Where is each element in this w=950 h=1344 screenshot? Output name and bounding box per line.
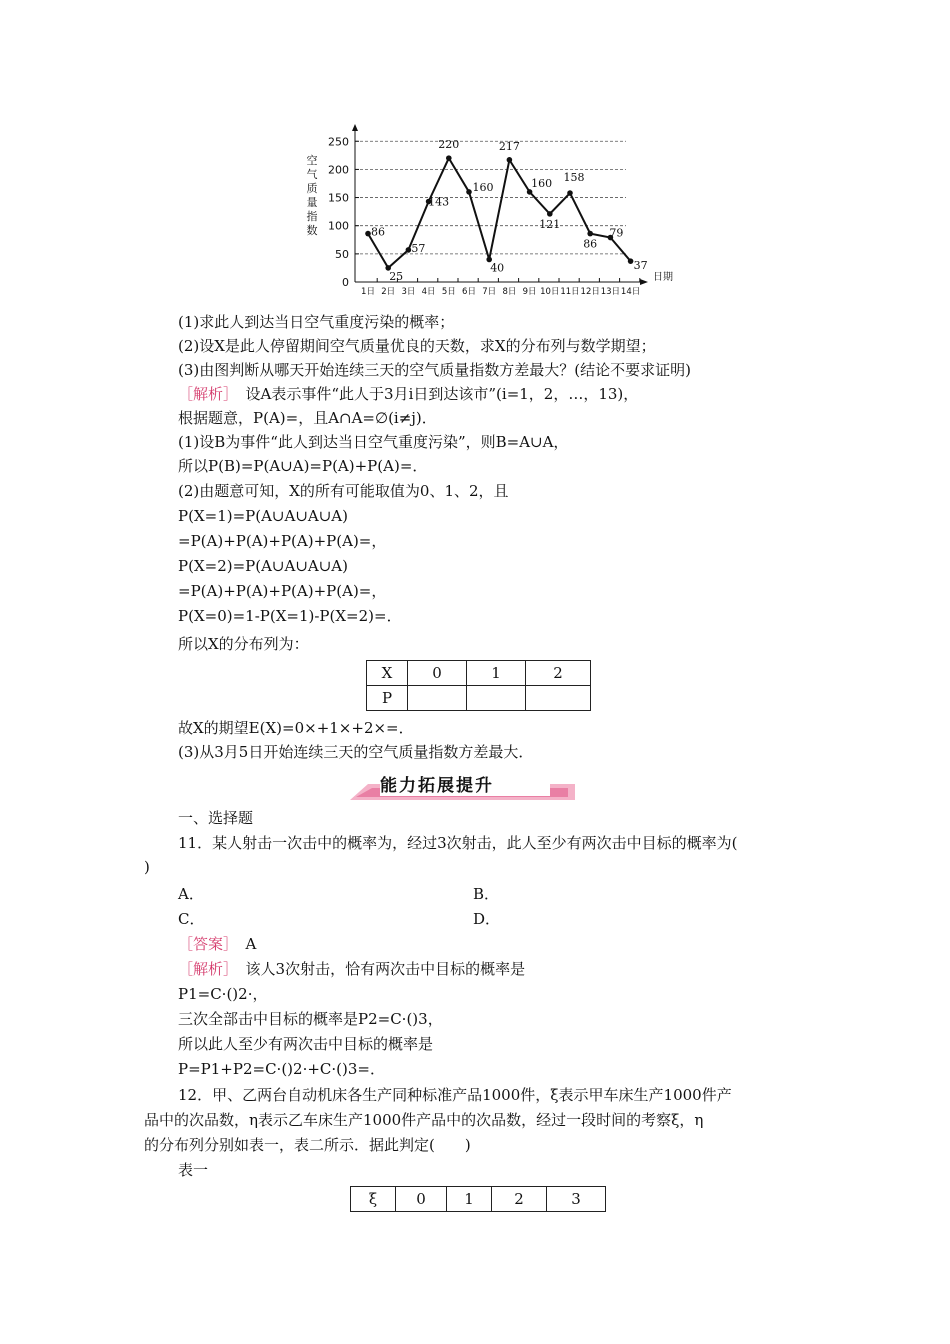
data-label: 25 bbox=[389, 269, 404, 283]
analysis-line-1: ［解析］ 设A表示事件“此人于3月i日到达该市”(i=1，2，…，13)， bbox=[178, 385, 639, 403]
y-axis-label-char: 指 bbox=[306, 210, 318, 223]
y-axis-label-char: 空 bbox=[306, 154, 318, 167]
data-label: 57 bbox=[411, 241, 426, 255]
table-cell: 0 bbox=[408, 661, 467, 686]
data-point bbox=[466, 189, 472, 195]
x-axis-label: 日期 bbox=[653, 272, 673, 283]
question-2: (2)设X是此人停留期间空气质量优良的天数，求X的分布列与数学期望； bbox=[178, 337, 656, 355]
analysis-line-7: =P(A)+P(A)+P(A)+P(A)=， bbox=[178, 532, 387, 550]
analysis-line-12: 故X的期望E(X)=0×+1×+2×=． bbox=[178, 719, 414, 737]
data-point bbox=[628, 258, 634, 264]
data-point bbox=[406, 247, 412, 253]
q11-analysis-line-5: P=P1+P2=C·()2·+C·()3=． bbox=[178, 1060, 385, 1078]
data-label: 160 bbox=[472, 180, 494, 194]
data-label: 79 bbox=[609, 226, 624, 240]
x-tick-label: 13日 bbox=[600, 287, 621, 297]
x-axis-arrow bbox=[640, 279, 648, 285]
analysis-line-4: 所以P(B)=P(A∪A)=P(A)+P(A)=． bbox=[178, 457, 428, 475]
x-tick-label: 11日 bbox=[560, 287, 580, 297]
data-label: 160 bbox=[531, 176, 553, 190]
analysis-line-9: =P(A)+P(A)+P(A)+P(A)=， bbox=[178, 582, 387, 600]
y-axis-arrow bbox=[352, 124, 358, 131]
data-label: 121 bbox=[539, 217, 561, 231]
data-label: 158 bbox=[563, 171, 585, 185]
table-1-label: 表一 bbox=[178, 1161, 209, 1179]
y-tick-label: 0 bbox=[342, 276, 349, 289]
x-tick-label: 10日 bbox=[540, 287, 560, 297]
table-row bbox=[367, 686, 591, 711]
analysis-line-2: 根据题意，P(A)=，且A∩A=∅(i≠j)． bbox=[178, 409, 437, 427]
data-label: 220 bbox=[438, 138, 460, 152]
y-axis-label-char: 质 bbox=[306, 182, 318, 195]
x-tick-label: 2日 bbox=[381, 287, 396, 297]
table-cell: 3 bbox=[547, 1187, 606, 1212]
y-axis-label-char: 量 bbox=[306, 196, 318, 209]
q11-analysis-line-2: P1=C·()2·， bbox=[178, 985, 268, 1003]
y-axis-label-char: 数 bbox=[306, 224, 318, 237]
data-label: 40 bbox=[490, 261, 505, 275]
table-cell: 1 bbox=[467, 661, 526, 686]
data-point bbox=[547, 211, 553, 217]
analysis-line-13: (3)从3月5日开始连续三天的空气质量指数方差最大． bbox=[178, 743, 534, 761]
y-tick-label: 50 bbox=[335, 247, 349, 261]
data-point bbox=[507, 157, 513, 163]
analysis-line-10: P(X=0)=1-P(X=1)-P(X=2)=． bbox=[178, 607, 402, 625]
table-cell bbox=[408, 686, 467, 711]
section-type: 一、选择题 bbox=[178, 809, 254, 827]
analysis-line-8: P(X=2)=P(A∪A∪A∪A) bbox=[178, 557, 348, 575]
x-tick-label: 7日 bbox=[482, 287, 497, 297]
q11-analysis-line-4: 所以此人至少有两次击中目标的概率是 bbox=[178, 1035, 434, 1053]
question-12-line-3: 的分布列分别如表一，表二所示．据此判定( ) bbox=[144, 1136, 471, 1154]
y-tick-label: 250 bbox=[328, 135, 349, 149]
x-tick-label: 3日 bbox=[401, 287, 416, 297]
question-1: (1)求此人到达当日空气重度污染的概率； bbox=[178, 313, 455, 331]
y-tick-label: 200 bbox=[328, 163, 349, 177]
x-tick-label: 8日 bbox=[502, 287, 517, 297]
table-1 bbox=[350, 1186, 606, 1212]
option-b: B． bbox=[473, 885, 500, 903]
data-label: 143 bbox=[428, 195, 450, 209]
x-tick-label: 12日 bbox=[580, 287, 600, 297]
y-tick-label: 150 bbox=[328, 191, 349, 205]
answer-line bbox=[178, 934, 256, 954]
option-c: C． bbox=[178, 910, 205, 928]
data-point bbox=[567, 190, 573, 196]
table-cell: 2 bbox=[526, 661, 591, 686]
data-label: 37 bbox=[633, 259, 648, 273]
x-tick-label: 6日 bbox=[462, 287, 476, 297]
question-12-line-1: 12．甲、乙两台自动机床各生产同种标准产品1000件，ξ表示甲车床生产1000件产 bbox=[178, 1086, 732, 1104]
table-cell bbox=[526, 686, 591, 711]
y-axis-label-char: 气 bbox=[306, 168, 318, 181]
question-3: (3)由图判断从哪天开始连续三天的空气质量指数方差最大？(结论不要求证明) bbox=[178, 361, 691, 379]
data-label: 217 bbox=[498, 139, 520, 153]
analysis-line-5: (2)由题意可知，X的所有可能取值为0、1、2，且 bbox=[178, 482, 509, 500]
data-label: 86 bbox=[583, 237, 598, 251]
x-tick-label: 5日 bbox=[441, 287, 456, 297]
data-point bbox=[446, 155, 452, 161]
data-label: 86 bbox=[371, 225, 385, 239]
analysis-line-6: P(X=1)=P(A∪A∪A∪A) bbox=[178, 507, 348, 525]
x-tick-label: 1日 bbox=[361, 287, 375, 297]
answer-tag: ［答案］ bbox=[178, 935, 231, 953]
table-cell: 1 bbox=[447, 1187, 492, 1212]
banner-title: 能力拓展提升 bbox=[380, 776, 494, 796]
x-tick-label: 4日 bbox=[421, 287, 436, 297]
air-quality-line-chart bbox=[300, 122, 700, 297]
question-11-stem-cont: ) bbox=[144, 858, 150, 876]
y-tick-label: 100 bbox=[328, 219, 349, 233]
answer-value: A bbox=[245, 935, 257, 953]
analysis-tag: ［解析］ bbox=[178, 960, 231, 978]
y-axis-label bbox=[307, 153, 318, 237]
analysis-line-11: 所以X的分布列为： bbox=[178, 635, 309, 653]
question-11-stem: 11．某人射击一次击中的概率为，经过3次射击，此人至少有两次击中目标的概率为( bbox=[178, 834, 738, 852]
data-point bbox=[527, 189, 533, 195]
table-cell: ξ bbox=[351, 1187, 396, 1212]
analysis-tag: ［解析］ bbox=[178, 385, 231, 403]
table-row bbox=[351, 1187, 606, 1212]
q11-analysis-line-1: ［解析］ 该人3次射击，恰有两次击中目标的概率是 bbox=[178, 960, 526, 978]
table-cell: X bbox=[367, 661, 408, 686]
x-tick-label: 14日 bbox=[620, 287, 641, 297]
table-cell: 2 bbox=[492, 1187, 547, 1212]
table-row bbox=[367, 661, 591, 686]
question-12-line-2: 品中的次品数，η表示乙车床生产1000件产品中的次品数，经过一段时间的考察ξ，η bbox=[144, 1111, 704, 1129]
q11-analysis-line-3: 三次全部击中目标的概率是P2=C·()3， bbox=[178, 1010, 443, 1028]
distribution-table bbox=[366, 660, 591, 711]
option-a: A． bbox=[178, 885, 204, 903]
x-tick-label: 9日 bbox=[522, 287, 537, 297]
analysis-line-3: (1)设B为事件“此人到达当日空气重度污染”，则B=A∪A， bbox=[178, 433, 569, 451]
table-cell: 0 bbox=[396, 1187, 447, 1212]
table-cell bbox=[467, 686, 526, 711]
table-cell: P bbox=[367, 686, 408, 711]
option-d: D． bbox=[473, 910, 501, 928]
data-point bbox=[587, 231, 593, 237]
data-point bbox=[365, 231, 371, 237]
